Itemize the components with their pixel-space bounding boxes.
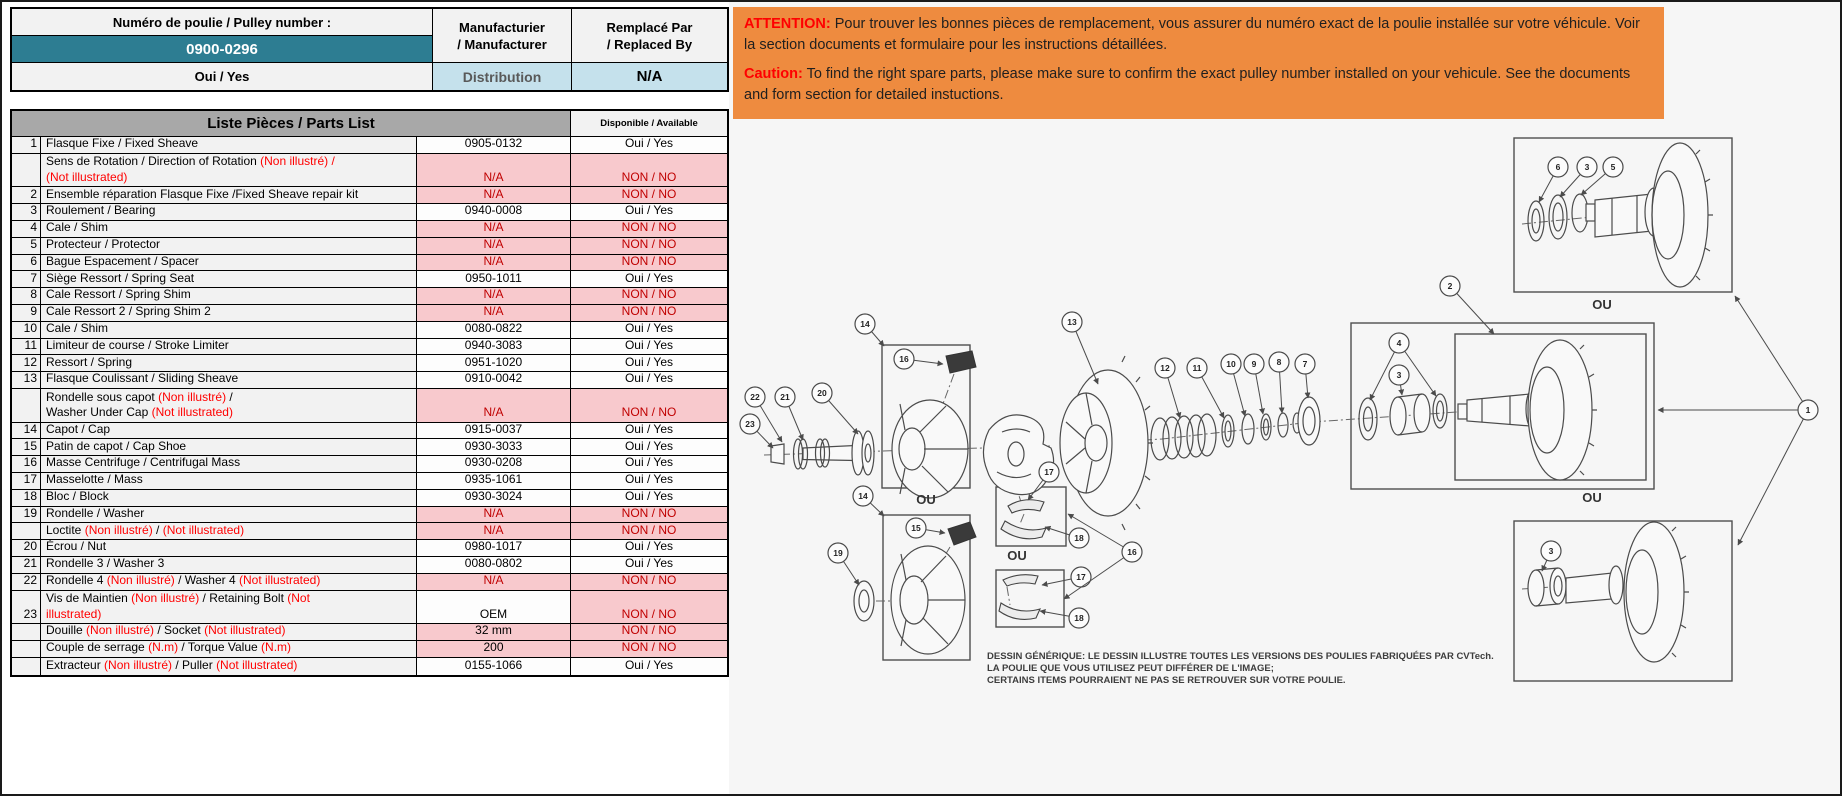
availability-value: Oui / Yes bbox=[571, 322, 727, 339]
table-row bbox=[12, 238, 727, 255]
part-name: Écrou / Nut bbox=[41, 540, 417, 557]
svg-text:7: 7 bbox=[1302, 359, 1308, 369]
attention-paragraph-en bbox=[744, 64, 1653, 105]
svg-text:16: 16 bbox=[899, 354, 909, 364]
part-number: N/A bbox=[417, 574, 571, 591]
part-number: N/A bbox=[417, 221, 571, 238]
part-name: Rondelle 4 (Non illustré) / Washer 4 (Not illustrated) bbox=[41, 574, 417, 591]
availability-value: Oui / Yes bbox=[571, 271, 727, 288]
callout-3 bbox=[1541, 541, 1561, 571]
availability-value: NON / NO bbox=[571, 641, 727, 658]
table-row bbox=[12, 490, 727, 507]
table-row bbox=[12, 204, 727, 221]
mass-block-drawing-1 bbox=[1001, 500, 1046, 539]
replaced-by-value: N/A bbox=[571, 63, 727, 90]
row-number: 5 bbox=[12, 238, 41, 255]
availability-value: NON / NO bbox=[571, 624, 727, 641]
availability-value: Oui / Yes bbox=[571, 473, 727, 490]
part-name: Flasque Fixe / Fixed Sheave bbox=[41, 137, 417, 154]
replaced-label-fr: Remplacé Par bbox=[606, 19, 693, 35]
part-number: 0080-0802 bbox=[417, 557, 571, 574]
table-row bbox=[12, 255, 727, 272]
callout-10 bbox=[1221, 354, 1245, 416]
row-number: 19 bbox=[12, 507, 41, 524]
table-row bbox=[12, 372, 727, 389]
availability-value: NON / NO bbox=[571, 187, 727, 204]
table-row bbox=[12, 137, 727, 154]
availability-value: Oui / Yes bbox=[571, 456, 727, 473]
table-row bbox=[12, 271, 727, 288]
callout-2 bbox=[1440, 276, 1494, 334]
row-number: 21 bbox=[12, 557, 41, 574]
svg-text:20: 20 bbox=[817, 388, 827, 398]
callout-16 bbox=[1064, 514, 1142, 599]
table-row bbox=[12, 187, 727, 204]
part-name: Cale / Shim bbox=[41, 322, 417, 339]
part-name: Bloc / Block bbox=[41, 490, 417, 507]
attention-text-fr: Pour trouver les bonnes pièces de remplacement, vous assurer du numéro exact de la poulie installée sur votre véhicule. Voir la section documents et formulaire pour les instructions détaillées. bbox=[744, 16, 1640, 53]
table-row bbox=[12, 154, 727, 188]
part-name: Bague Espacement / Spacer bbox=[41, 255, 417, 272]
part-number: N/A bbox=[417, 305, 571, 322]
table-row bbox=[12, 439, 727, 456]
row-number: 23 bbox=[12, 591, 41, 625]
table-row bbox=[12, 473, 727, 490]
svg-text:4: 4 bbox=[1396, 338, 1402, 348]
availability-value: NON / NO bbox=[571, 523, 727, 540]
availability-value: Oui / Yes bbox=[571, 204, 727, 221]
replaced-label-en: / Replaced By bbox=[606, 36, 693, 52]
part-name: Masselotte / Mass bbox=[41, 473, 417, 490]
part-number: 0915-0037 bbox=[417, 423, 571, 440]
svg-text:6: 6 bbox=[1555, 162, 1561, 172]
row-number: 3 bbox=[12, 204, 41, 221]
row-number: 16 bbox=[12, 456, 41, 473]
diagram-svg bbox=[733, 122, 1841, 796]
part-name: Rondelle 3 / Washer 3 bbox=[41, 557, 417, 574]
parts-list-title: Liste Pièces / Parts List bbox=[12, 111, 571, 137]
part-name: Couple de serrage (N.m) / Torque Value (N.m) bbox=[41, 641, 417, 658]
callout-3 bbox=[1389, 365, 1409, 395]
row-number bbox=[12, 624, 41, 641]
part-name: Capot / Cap bbox=[41, 423, 417, 440]
row-number: 15 bbox=[12, 439, 41, 456]
part-name: Roulement / Bearing bbox=[41, 204, 417, 221]
pulley-available-value: Oui / Yes bbox=[194, 69, 250, 84]
callout-20 bbox=[812, 383, 858, 434]
table-row bbox=[12, 557, 727, 574]
part-name: Masse Centrifuge / Centrifugal Mass bbox=[41, 456, 417, 473]
row-number bbox=[12, 523, 41, 540]
availability-value: Oui / Yes bbox=[571, 557, 727, 574]
row-number: 17 bbox=[12, 473, 41, 490]
svg-text:3: 3 bbox=[1584, 162, 1590, 172]
caution-label-en: Caution: bbox=[744, 66, 803, 82]
callout-15 bbox=[906, 518, 945, 538]
callout-6 bbox=[1539, 157, 1568, 202]
callout-16 bbox=[894, 349, 943, 369]
svg-text:3: 3 bbox=[1396, 370, 1402, 380]
part-name: Siège Ressort / Spring Seat bbox=[41, 271, 417, 288]
part-name: Protecteur / Protector bbox=[41, 238, 417, 255]
part-name: Cale Ressort 2 / Spring Shim 2 bbox=[41, 305, 417, 322]
part-name: Douille (Non illustré) / Socket (Not illustrated) bbox=[41, 624, 417, 641]
availability-value: Oui / Yes bbox=[571, 339, 727, 356]
svg-text:13: 13 bbox=[1067, 317, 1077, 327]
availability-value: NON / NO bbox=[571, 238, 727, 255]
availability-value: Oui / Yes bbox=[571, 658, 727, 675]
part-name: Sens de Rotation / Direction of Rotation (Non illustré) / (Not illustrated) bbox=[41, 154, 417, 188]
availability-value: Oui / Yes bbox=[571, 490, 727, 507]
svg-text:17: 17 bbox=[1076, 572, 1086, 582]
note-line-2: LA POULIE QUE VOUS UTILISEZ PEUT DIFFÉRER DE L'IMAGE; bbox=[987, 663, 1274, 674]
manufacturer-value: Distribution bbox=[432, 63, 571, 90]
svg-text:15: 15 bbox=[911, 523, 921, 533]
row-number bbox=[12, 641, 41, 658]
attention-label-fr: ATTENTION: bbox=[744, 16, 831, 32]
svg-text:21: 21 bbox=[780, 392, 790, 402]
part-number: 0930-3033 bbox=[417, 439, 571, 456]
table-row bbox=[12, 624, 727, 641]
row-number bbox=[12, 154, 41, 188]
part-name: Cale / Shim bbox=[41, 221, 417, 238]
manufacturer-header bbox=[432, 9, 571, 63]
part-number: 0940-0008 bbox=[417, 204, 571, 221]
row-number bbox=[12, 658, 41, 675]
availability-value: NON / NO bbox=[571, 507, 727, 524]
table-row bbox=[12, 339, 727, 356]
row-number: 14 bbox=[12, 423, 41, 440]
availability-value: Oui / Yes bbox=[571, 540, 727, 557]
svg-text:18: 18 bbox=[1074, 613, 1084, 623]
row-number: 9 bbox=[12, 305, 41, 322]
spring-seat-drawing bbox=[1298, 397, 1320, 445]
part-name: Ressort / Spring bbox=[41, 355, 417, 372]
part-number: 0930-0208 bbox=[417, 456, 571, 473]
part-name: Ensemble réparation Flasque Fixe /Fixed Sheave repair kit bbox=[41, 187, 417, 204]
part-number: 0940-3083 bbox=[417, 339, 571, 356]
svg-text:17: 17 bbox=[1044, 467, 1054, 477]
table-row bbox=[12, 540, 727, 557]
part-number: N/A bbox=[417, 154, 571, 188]
part-number: OEM bbox=[417, 591, 571, 625]
availability-value: Oui / Yes bbox=[571, 355, 727, 372]
row-number: 12 bbox=[12, 355, 41, 372]
availability-value: Oui / Yes bbox=[571, 372, 727, 389]
part-number: 0935-1061 bbox=[417, 473, 571, 490]
svg-text:10: 10 bbox=[1226, 359, 1236, 369]
table-row bbox=[12, 221, 727, 238]
availability-value: NON / NO bbox=[571, 574, 727, 591]
callout-1 bbox=[1658, 296, 1818, 545]
table-row bbox=[12, 423, 727, 440]
or-label: OU bbox=[916, 492, 936, 507]
note-line-3: CERTAINS ITEMS POURRAIENT NE PAS SE RETROUVER SUR VOTRE POULIE. bbox=[987, 675, 1346, 686]
or-label: OU bbox=[1007, 548, 1027, 563]
centrifugal-mass-drawing bbox=[983, 415, 1053, 495]
part-name: Patin de capot / Cap Shoe bbox=[41, 439, 417, 456]
attention-box bbox=[733, 7, 1664, 119]
row-number: 1 bbox=[12, 137, 41, 154]
part-name: Cale Ressort / Spring Shim bbox=[41, 288, 417, 305]
cap-drawing-1 bbox=[892, 351, 976, 498]
shim-rings-drawing bbox=[1222, 413, 1301, 447]
table-row bbox=[12, 591, 727, 625]
row-number: 11 bbox=[12, 339, 41, 356]
row-number: 13 bbox=[12, 372, 41, 389]
table-row bbox=[12, 322, 727, 339]
availability-value: NON / NO bbox=[571, 305, 727, 322]
callout-11 bbox=[1187, 358, 1224, 418]
generic-drawing-note bbox=[987, 651, 1494, 686]
svg-text:22: 22 bbox=[750, 392, 760, 402]
part-name: Vis de Maintien (Non illustré) / Retaining Bolt (Not illustrated) bbox=[41, 591, 417, 625]
availability-value: Oui / Yes bbox=[571, 423, 727, 440]
row-number: 2 bbox=[12, 187, 41, 204]
svg-text:14: 14 bbox=[860, 319, 870, 329]
svg-text:5: 5 bbox=[1610, 162, 1616, 172]
table-row bbox=[12, 523, 727, 540]
row-number: 20 bbox=[12, 540, 41, 557]
callout-18 bbox=[1045, 527, 1089, 548]
available-column-header: Disponible / Available bbox=[571, 111, 727, 137]
bolt-assembly-drawing bbox=[771, 431, 874, 475]
cap-drawing-2 bbox=[854, 522, 976, 654]
part-number: N/A bbox=[417, 389, 571, 423]
row-number: 4 bbox=[12, 221, 41, 238]
table-row bbox=[12, 658, 727, 675]
row-number: 18 bbox=[12, 490, 41, 507]
part-number: 0155-1066 bbox=[417, 658, 571, 675]
parts-table bbox=[10, 109, 729, 677]
svg-text:1: 1 bbox=[1805, 405, 1811, 415]
svg-text:2: 2 bbox=[1447, 281, 1453, 291]
part-name: Flasque Coulissant / Sliding Sheave bbox=[41, 372, 417, 389]
row-number: 8 bbox=[12, 288, 41, 305]
availability-value: NON / NO bbox=[571, 288, 727, 305]
part-number: N/A bbox=[417, 238, 571, 255]
note-line-1: DESSIN GÉNÉRIQUE: LE DESSIN ILLUSTRE TOUTES LES VERSIONS DES POULIES FABRIQUÉES PAR CVTech. bbox=[987, 651, 1494, 662]
part-number: 0980-1017 bbox=[417, 540, 571, 557]
availability-value: NON / NO bbox=[571, 221, 727, 238]
part-name: Rondelle sous capot (Non illustré) / Washer Under Cap (Not illustrated) bbox=[41, 389, 417, 423]
part-number: N/A bbox=[417, 507, 571, 524]
svg-text:14: 14 bbox=[858, 491, 868, 501]
part-name: Extracteur (Non illustré) / Puller (Not illustrated) bbox=[41, 658, 417, 675]
availability-value: Oui / Yes bbox=[571, 137, 727, 154]
table-row bbox=[12, 389, 727, 423]
callout-14 bbox=[853, 486, 884, 516]
table-row bbox=[12, 574, 727, 591]
part-number: 0950-1011 bbox=[417, 271, 571, 288]
part-number: N/A bbox=[417, 523, 571, 540]
manufacturer-label-en: / Manufacturer bbox=[457, 36, 547, 52]
table-row bbox=[12, 507, 727, 524]
part-number: N/A bbox=[417, 255, 571, 272]
callout-12 bbox=[1155, 358, 1180, 418]
part-name: Loctite (Non illustré) / (Not illustrated) bbox=[41, 523, 417, 540]
row-number: 10 bbox=[12, 322, 41, 339]
svg-text:19: 19 bbox=[833, 548, 843, 558]
table-row bbox=[12, 456, 727, 473]
table-row bbox=[12, 355, 727, 372]
pulley-number-label: Numéro de poulie / Pulley number : bbox=[12, 9, 432, 36]
row-number: 7 bbox=[12, 271, 41, 288]
row-number: 22 bbox=[12, 574, 41, 591]
part-number: 0905-0132 bbox=[417, 137, 571, 154]
callout-13 bbox=[1062, 312, 1098, 384]
svg-text:18: 18 bbox=[1074, 533, 1084, 543]
pulley-header-table bbox=[10, 7, 729, 92]
svg-text:3: 3 bbox=[1548, 546, 1554, 556]
parts-table-header bbox=[12, 111, 727, 137]
part-number: 0080-0822 bbox=[417, 322, 571, 339]
callout-7 bbox=[1295, 354, 1315, 398]
svg-text:16: 16 bbox=[1127, 547, 1137, 557]
availability-value: Oui / Yes bbox=[571, 439, 727, 456]
part-name: Limiteur de course / Stroke Limiter bbox=[41, 339, 417, 356]
availability-value: NON / NO bbox=[571, 255, 727, 272]
attention-paragraph-fr bbox=[744, 14, 1653, 55]
caution-text-en: To find the right spare parts, please make sure to confirm the exact pulley number installed on your vehicule. See the documents and form section for detailed instuctions. bbox=[744, 66, 1631, 103]
or-label: OU bbox=[1582, 490, 1602, 505]
svg-text:9: 9 bbox=[1251, 359, 1257, 369]
parts-table-body bbox=[12, 137, 727, 675]
part-number: 0910-0042 bbox=[417, 372, 571, 389]
row-number bbox=[12, 389, 41, 423]
callout-21 bbox=[775, 387, 803, 440]
part-number: N/A bbox=[417, 288, 571, 305]
svg-text:23: 23 bbox=[745, 419, 755, 429]
table-row bbox=[12, 641, 727, 658]
part-number: N/A bbox=[417, 187, 571, 204]
availability-value: NON / NO bbox=[571, 389, 727, 423]
part-number: 32 mm bbox=[417, 624, 571, 641]
mass-block-drawing-2 bbox=[999, 575, 1040, 620]
fixed-sheave-alt2-drawing bbox=[1359, 340, 1597, 480]
pulley-number-value: 0900-0296 bbox=[12, 36, 432, 63]
part-number: 0951-1020 bbox=[417, 355, 571, 372]
availability-value: NON / NO bbox=[571, 154, 727, 188]
table-row bbox=[12, 288, 727, 305]
callout-19 bbox=[828, 543, 859, 585]
svg-text:12: 12 bbox=[1160, 363, 1170, 373]
part-number: 200 bbox=[417, 641, 571, 658]
availability-value: NON / NO bbox=[571, 591, 727, 625]
sliding-sheave-drawing bbox=[1060, 356, 1153, 530]
svg-text:8: 8 bbox=[1276, 357, 1282, 367]
row-number: 6 bbox=[12, 255, 41, 272]
part-number: 0930-3024 bbox=[417, 490, 571, 507]
manufacturer-label-fr: Manufacturier bbox=[459, 19, 545, 35]
replaced-by-header bbox=[571, 9, 727, 63]
callout-14 bbox=[855, 314, 884, 346]
svg-text:11: 11 bbox=[1192, 363, 1202, 373]
or-label: OU bbox=[1592, 297, 1612, 312]
callout-8 bbox=[1269, 352, 1289, 413]
part-name: Rondelle / Washer bbox=[41, 507, 417, 524]
callout-9 bbox=[1244, 354, 1264, 414]
table-row bbox=[12, 305, 727, 322]
